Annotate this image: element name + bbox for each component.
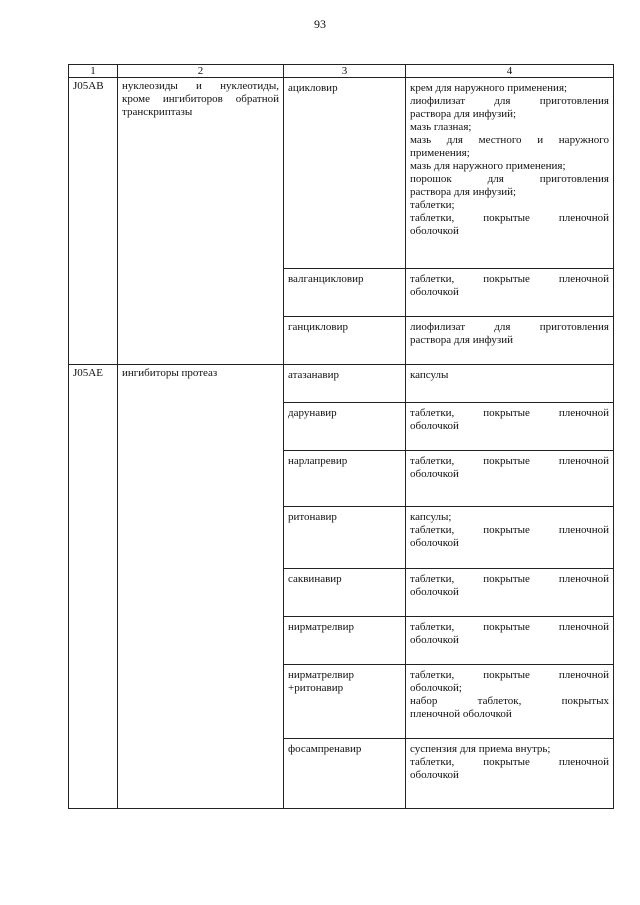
dosage-form-line: оболочкой [410, 225, 459, 237]
dosage-forms [406, 569, 614, 617]
table-row [69, 365, 614, 403]
dosage-form-line: пленочной оболочкой [410, 708, 512, 720]
drug-name: валганцикловир [284, 269, 406, 317]
dosage-form-line: оболочкой [410, 769, 459, 781]
dosage-forms [406, 317, 614, 365]
page-number: 93 [314, 17, 326, 31]
drug-name: фосампренавир [284, 739, 406, 809]
group-name [118, 78, 284, 365]
dosage-form-line: мазь для наружного применения; [410, 160, 566, 172]
group-name-line: ингибиторы протеаз [122, 367, 218, 379]
dosage-form-line: лиофилизат для приготовления [410, 321, 609, 333]
dosage-forms [406, 617, 614, 665]
dosage-form-line: таблетки, покрытые пленочной [410, 573, 609, 585]
dosage-forms [406, 269, 614, 317]
dosage-form-line: оболочкой [410, 420, 459, 432]
dosage-form-line: порошок для приготовления [410, 173, 609, 185]
dosage-forms [406, 365, 614, 403]
dosage-form-line: мазь глазная; [410, 121, 472, 133]
dosage-forms [406, 739, 614, 809]
dosage-forms [406, 451, 614, 507]
drug-name: дарунавир [284, 403, 406, 451]
dosage-form-line: таблетки, покрытые пленочной [410, 669, 609, 681]
dosage-form-line: оболочкой [410, 634, 459, 646]
dosage-form-line: лиофилизат для приготовления [410, 95, 609, 107]
table-row [69, 78, 614, 269]
dosage-form-line: таблетки, покрытые пленочной [410, 621, 609, 633]
dosage-form-line: крем для наружного применения; [410, 82, 568, 94]
dosage-form-line: оболочкой [410, 586, 459, 598]
dosage-form-line: таблетки, покрытые пленочной [410, 455, 609, 467]
group-name-line: нуклеозиды и нуклеотиды, [122, 80, 279, 92]
dosage-form-line: раствора для инфузий; [410, 186, 517, 198]
dosage-form-line: таблетки, покрытые пленочной [410, 212, 609, 224]
dosage-form-line: оболочкой [410, 468, 459, 480]
drug-name: ганцикловир [284, 317, 406, 365]
drug-name: саквинавир [284, 569, 406, 617]
dosage-form-line: раствора для инфузий; [410, 108, 517, 120]
drug-name: атазанавир [284, 365, 406, 403]
drug-name: нарлапревир [284, 451, 406, 507]
dosage-form-line: раствора для инфузий [410, 334, 513, 346]
drug-name: ацикловир [284, 78, 406, 269]
dosage-forms [406, 665, 614, 739]
dosage-form-line: таблетки, покрытые пленочной [410, 407, 609, 419]
table-body [69, 78, 614, 809]
drug-name: ритонавир [284, 507, 406, 569]
dosage-form-line: применения; [410, 147, 470, 159]
dosage-forms [406, 78, 614, 269]
dosage-form-line: оболочкой [410, 286, 459, 298]
dosage-form-line: капсулы [410, 369, 449, 381]
dosage-form-line: набор таблеток, покрытых [410, 695, 609, 707]
dosage-forms [406, 507, 614, 569]
dosage-form-line: мазь для местного и наружного [410, 134, 609, 146]
group-name [118, 365, 284, 809]
dosage-forms [406, 403, 614, 451]
group-name-line: кроме ингибиторов обратной [122, 93, 279, 105]
header-col-2: 2 [118, 65, 284, 78]
header-col-3: 3 [284, 65, 406, 78]
atc-code: J05AB [69, 78, 118, 365]
header-col-1: 1 [69, 65, 118, 78]
dosage-form-line: оболочкой [410, 537, 459, 549]
dosage-form-line: суспензия для приема внутрь; [410, 743, 551, 755]
dosage-form-line: оболочкой; [410, 682, 462, 694]
table-header-row [69, 65, 614, 78]
dosage-form-line: таблетки, покрытые пленочной [410, 524, 609, 536]
group-name-line: транскриптазы [122, 106, 193, 118]
dosage-form-line: таблетки, покрытые пленочной [410, 273, 609, 285]
dosage-form-line: таблетки; [410, 199, 455, 211]
dosage-form-line: капсулы; [410, 511, 452, 523]
drug-name: нирматрелвир +ритонавир [284, 665, 406, 739]
drug-name: нирматрелвир [284, 617, 406, 665]
header-col-4: 4 [406, 65, 614, 78]
atc-code: J05AE [69, 365, 118, 809]
dosage-form-line: таблетки, покрытые пленочной [410, 756, 609, 768]
drug-table [68, 64, 614, 809]
